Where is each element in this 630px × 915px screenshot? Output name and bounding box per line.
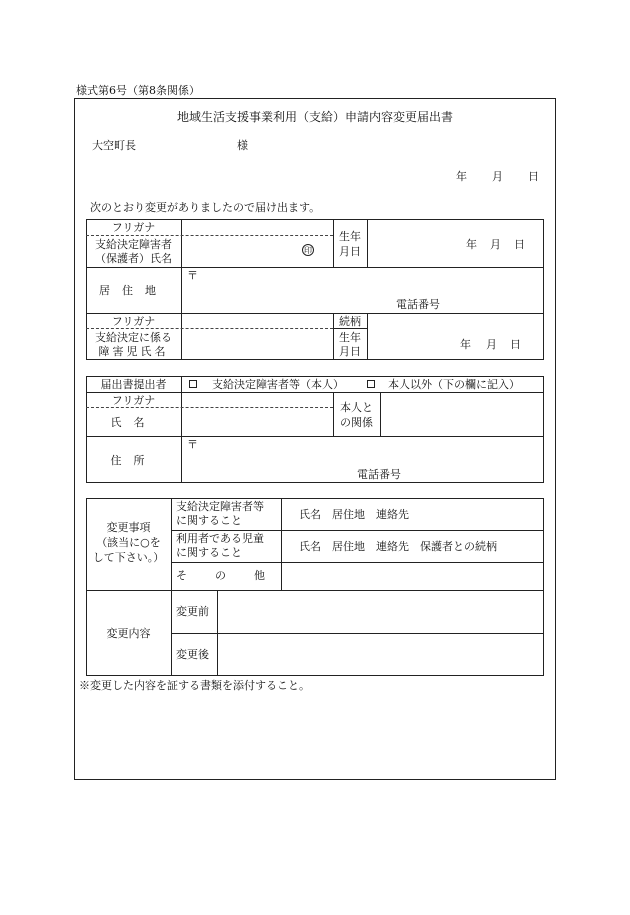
child-name-label-1: 支給決定に係る [95,331,172,344]
birth-year-label: 年 [466,238,477,251]
row2-label-2: に関すること [176,546,242,559]
date-day-label: 日 [528,170,539,183]
submitter-address-label: 住所 [110,454,157,467]
phone-label: 電話番号 [396,298,440,311]
birth2-day-label: 日 [510,338,521,351]
submitter-name-label: 氏名 [110,416,157,429]
checkbox-self[interactable] [189,380,197,388]
applicant-name-label-2: （保護者）氏名 [95,252,172,265]
relation-label: 続柄 [339,315,361,328]
after-label: 変更後 [176,648,209,661]
furigana-label: フリガナ [111,221,156,234]
row2-label-1: 利用者である児童 [176,532,264,545]
addressee-name: 大空町長 [92,139,136,152]
checkbox-other[interactable] [367,380,375,388]
submitter-phone-label: 電話番号 [357,468,401,481]
seal-mark: 印 [304,246,312,255]
change-items-label-3: して下さい。） [92,551,165,564]
before-label: 変更前 [176,605,209,618]
relation-to-self-label-2: の関係 [340,416,373,429]
submitter-furigana-label: フリガナ [111,394,156,407]
date-year-label: 年 [456,170,467,183]
row3-label [176,569,293,583]
furigana-label-2: フリガナ [111,315,156,328]
footnote: ※変更した内容を証する書類を添付すること。 [79,679,310,692]
change-items-label-1: 変更事項 [106,521,151,534]
birth2-label-2: 月日 [339,345,361,358]
applicant-name-label-1: 支給決定障害者 [95,238,172,251]
form-title: 地域生活支援事業利用（支給）申請内容変更届出書 [176,110,453,124]
intro-text: 次のとおり変更がありましたので届け出ます。 [90,201,321,214]
change-items-label-2: （該当に○を [96,536,161,549]
birth-label-2: 月日 [339,245,361,258]
birth2-month-label: 月 [486,338,497,351]
form-number: 様式第6号（第8条関係） [76,84,200,97]
row1-label-2: に関すること [176,514,242,527]
row3-label-text: その他 [176,569,293,582]
option-other-label: 本人以外（下の欄に記入） [388,378,520,391]
birth2-year-label: 年 [460,338,471,351]
addressee-honorific: 様 [237,139,248,152]
child-name-label-2: 障害児氏名 [98,345,169,358]
change-content-label: 変更内容 [106,627,151,640]
date-month-label: 月 [492,170,503,183]
birth-day-label: 日 [514,238,525,251]
option-self-label: 支給決定障害者等（本人） [212,378,344,391]
row1-options: 氏名 居住地 連絡先 [299,508,409,521]
row2-options: 氏名 居住地 連絡先 保護者との続柄 [299,540,497,553]
submitter-label: 届出書提出者 [100,378,167,391]
row1-label-1: 支給決定障害者等 [176,500,264,513]
birth2-label-1: 生年 [339,331,361,344]
birth-month-label: 月 [490,238,501,251]
birth-label-1: 生年 [339,230,361,243]
submitter-postal-mark: 〒 [187,438,198,451]
address-label: 居住地 [99,284,168,297]
postal-mark: 〒 [187,269,198,282]
relation-to-self-label-1: 本人と [340,401,373,414]
